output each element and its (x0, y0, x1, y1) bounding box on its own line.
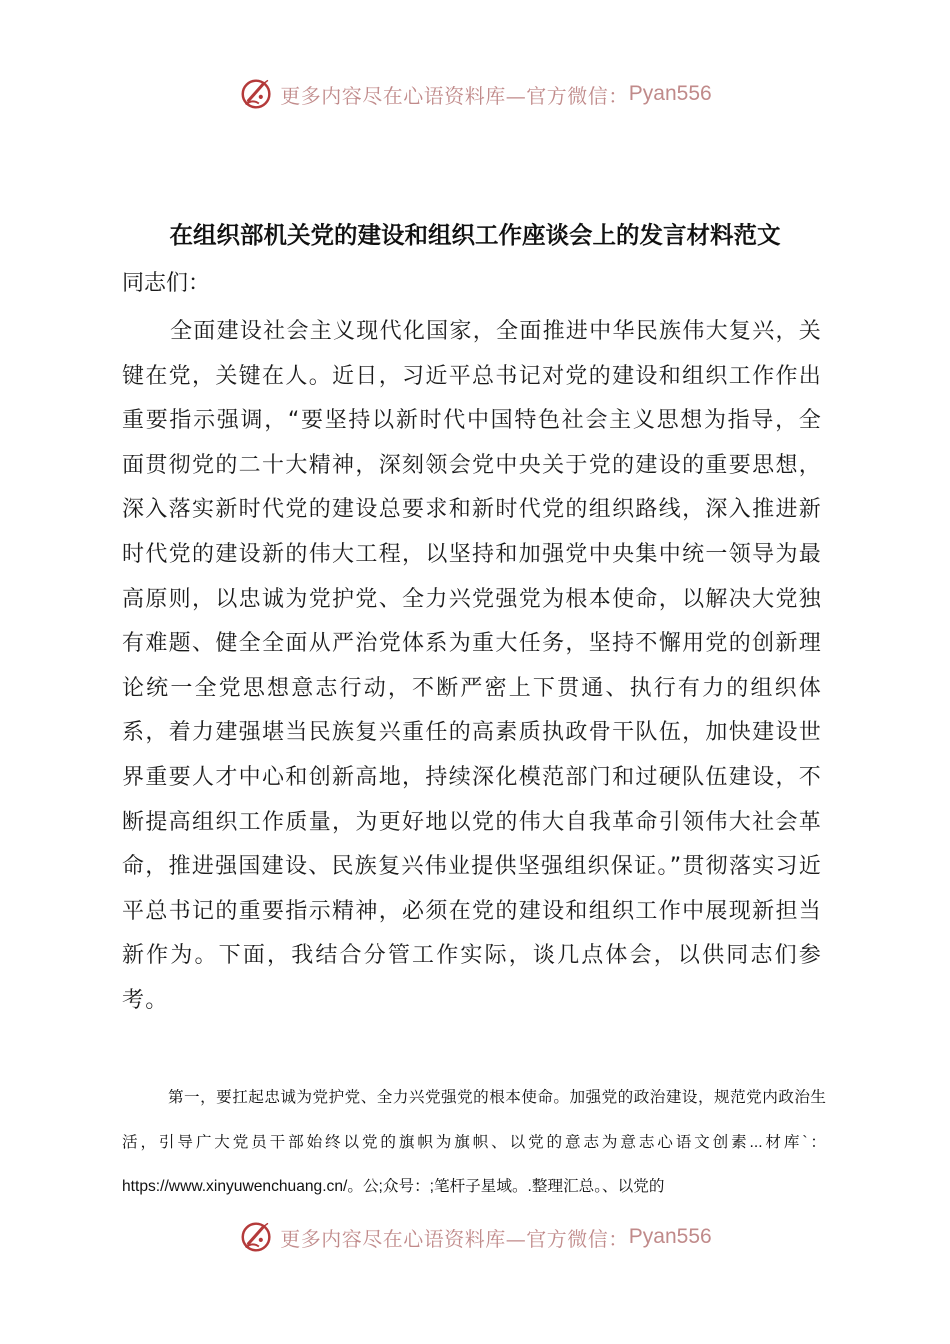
watermark-header (0, 72, 950, 116)
red-pen-logo-icon (238, 75, 276, 113)
document-title: 在组织部机关党的建设和组织工作座谈会上的发言材料范文 (169, 221, 781, 249)
salutation: 同志们： (122, 271, 211, 296)
watermark-wechat-id: Pyan556 (628, 1225, 712, 1248)
watermark-text: 更多内容尽在心语资料库—官方微信： (280, 83, 629, 108)
section-one-paragraph: 第一，要扛起忠诚为党护党、全力兴党强党的根本使命。加强党的政治建设，规范党内政治生活，引导广大党员干部始终以党的旗帜为旗帜、以党的意志为意志心语文创素...材库`：https://www.xinyuwenchuang.cn/。公;众号：;笔杆子星域。.整理汇总。、以党的 (122, 1089, 826, 1195)
red-pen-logo-icon (238, 1218, 276, 1256)
body-paragraph: 全面建设社会主义现代化国家，全面推进中华民族伟大复兴，关键在党，关键在人。近日，习近平总书记对党的建设和组织工作作出重要指示强调，“要坚持以新时代中国特色社会主义思想为指导，全面贯彻党的二十大精神，深刻领会党中央关于党的建设的重要思想，深入落实新时代党的建设总要求和新时代党的组织路线，深入推进新时代党的建设新的伟大工程，以坚持和加强党中央集中统一领导为最高原则，以忠诚为党护党、全力兴党强党为根本使命，以解决大党独有难题、健全全面从严治党体系为重大任务，坚持不懈用党的创新理论统一全党思想意志行动，不断严密上下贯通、执行有力的组织体系，着力建强堪当民族复兴重任的高素质执政骨干队伍，加快建设世界重要人才中心和创新高地，持续深化模范部门和过硬队伍建设，不断提高组织工作质量，为更好地以党的伟大自我革命引领伟大社会革命，推进强国建设、民族复兴伟业提供坚强组织保证。”贯彻落实习近平总书记的重要指示精神，必须在党的建设和组织工作中展现新担当新作为。下面，我结合分管工作实际，谈几点体会，以供同志们参考。 (122, 319, 822, 1013)
watermark-text: 更多内容尽在心语资料库—官方微信： (280, 1226, 629, 1251)
watermark-wechat-id: Pyan556 (628, 82, 712, 105)
watermark-footer (0, 1215, 950, 1259)
